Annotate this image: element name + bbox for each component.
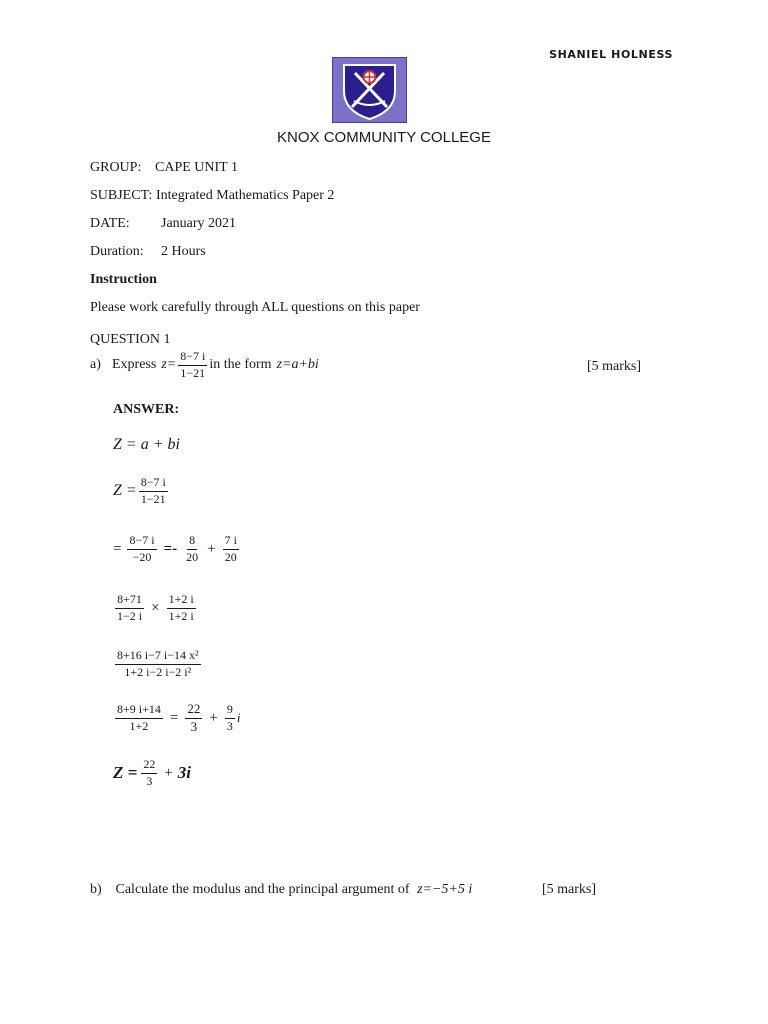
date-line [90,216,236,232]
answer-line-4-fraction-2 [167,593,196,624]
q1a-form: z=a+bi [276,357,319,373]
answer-final-den: 3 [146,773,153,788]
q1b-label: b) [90,882,102,897]
q1a-express: Express [112,357,157,373]
answer-final-lhs: Z = [113,763,138,783]
answer-line-5-num: 8+16 i−7 i−14 x² [115,649,201,665]
answer-line-1-text: Z = a + bi [113,436,180,453]
author-name: SHANIEL HOLNESS [549,48,673,61]
subject-label: SUBJECT: [90,188,153,203]
answer-line-6-den-1: 1+2 [129,718,149,733]
answer-line-3-fraction-2 [184,534,200,565]
answer-heading: ANSWER: [113,402,180,417]
answer-line-3-den-3: 20 [224,549,237,564]
answer-line-5-den: 1+2 i−2 i−2 i² [124,664,192,679]
answer-line-4-times: × [151,599,160,616]
answer-final-fraction [141,758,157,789]
duration-line [90,244,206,260]
question-1b [90,882,472,898]
answer-line-4-fraction-1 [115,593,144,624]
group-label: GROUP: [90,160,142,175]
college-crest-logo [332,57,407,123]
q1a-in-the-form: in the form [209,357,272,373]
q1a-denominator: 1−21 [180,365,206,380]
question-1a [90,350,319,381]
answer-line-6-den-2: 3 [190,718,198,734]
answer-line-6-fraction-3 [225,703,235,734]
q1b-expression: z=−5+5 i [417,882,473,897]
answer-line-6-fraction-2 [185,702,202,735]
group-line [90,160,238,176]
answer-line-3-den-1: −20 [132,549,152,564]
answer-line-1 [113,436,180,454]
answer-line-6-fraction-1 [115,703,163,734]
answer-line-5-fraction [115,649,201,680]
answer-line-6-num-3: 9 [225,703,235,719]
answer-line-6-plus: + [209,709,218,726]
q1a-numerator: 8−7 i [178,350,207,366]
college-title: KNOX COMMUNITY COLLEGE [277,129,491,146]
q1a-marks: [5 marks] [587,359,642,374]
instruction-text: Please work carefully through ALL questions on this paper [90,300,420,315]
answer-line-2 [113,476,170,507]
answer-line-6-num-2: 22 [185,702,202,719]
q1a-label: a) [90,357,101,373]
answer-final [113,758,191,789]
answer-final-num: 22 [141,758,157,774]
answer-line-4-den-1: 1−2 i [117,608,143,623]
date-label: DATE: [90,216,130,231]
duration-value: 2 Hours [161,244,206,259]
answer-line-2-fraction [139,476,168,507]
answer-final-plus: + [164,764,173,781]
answer-line-4 [113,593,198,624]
answer-line-3-num-3: 7 i [223,534,239,550]
instruction-heading: Instruction [90,272,157,287]
answer-line-6-den-3: 3 [226,718,233,733]
answer-line-2-den: 1−21 [140,491,166,506]
answer-line-3-fraction-3 [223,534,239,565]
q1b-marks: [5 marks] [542,882,597,897]
answer-line-3-plus: + [207,540,216,557]
answer-line-3-den-2: 20 [186,549,199,564]
answer-line-2-lhs: Z = [113,482,137,500]
question-1-title: QUESTION 1 [90,332,171,347]
duration-label: Duration: [90,244,144,259]
group-value: CAPE UNIT 1 [155,160,238,175]
q1b-text: Calculate the modulus and the principal argument of [115,882,410,897]
subject-value: Integrated Mathematics Paper 2 [156,188,335,203]
answer-final-term: 3i [177,763,192,783]
answer-line-3 [113,534,241,565]
subject-line [90,188,334,204]
date-value: January 2021 [161,216,237,231]
answer-line-4-num-1: 8+71 [115,593,144,609]
answer-line-6-num-1: 8+9 i+14 [115,703,163,719]
answer-line-4-den-2: 1+2 i [168,608,194,623]
q1a-z-eq: z= [161,357,177,373]
answer-line-3-num-2: 8 [187,534,197,550]
answer-line-3-eq-2: =- [163,540,178,557]
answer-line-2-num: 8−7 i [139,476,168,492]
answer-line-3-num-1: 8−7 i [127,534,156,550]
answer-line-6-eq: = [169,709,179,726]
answer-line-3-eq: = [113,540,122,557]
q1a-fraction [178,350,207,381]
answer-line-6-i: i [236,710,241,726]
answer-line-5 [113,649,203,680]
answer-line-6 [113,702,240,735]
answer-line-4-num-2: 1+2 i [167,593,196,609]
answer-line-3-fraction-1 [127,534,156,565]
